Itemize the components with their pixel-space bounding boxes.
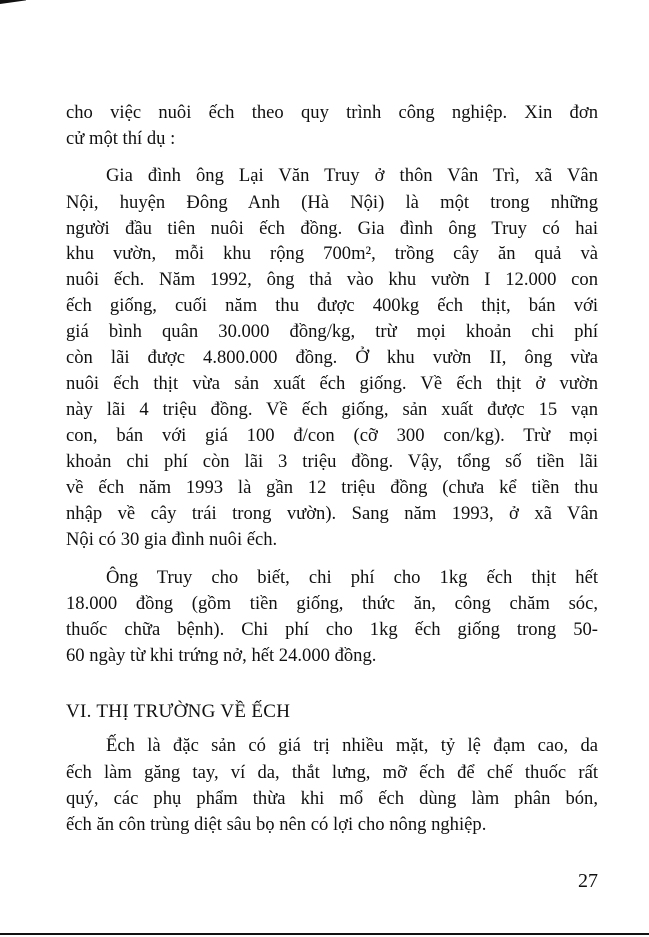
text-line: Ông Truy cho biết, chi phí cho 1kg ếch thịt hết bbox=[106, 567, 598, 588]
text-line: thuốc chữa bệnh). Chi phí cho 1kg ếch giống trong 50- bbox=[66, 619, 598, 640]
text-line: còn lãi được 4.800.000 đồng. Ở khu vườn II, ông vừa bbox=[66, 347, 598, 368]
text-line: con, bán với giá 100 đ/con (cỡ 300 con/kg). Trừ mọi bbox=[66, 425, 598, 446]
text-line: giá bình quân 30.000 đồng/kg, trừ mọi khoản chi phí bbox=[66, 321, 598, 342]
page-bottom-edge bbox=[0, 933, 649, 935]
text-line: 60 ngày từ khi trứng nở, hết 24.000 đồng. bbox=[66, 645, 377, 666]
text-line: nuôi ếch. Năm 1992, ông thả vào khu vườn I 12.000 con bbox=[66, 269, 598, 290]
text-line: Nội, huyện Đông Anh (Hà Nội) là một trong những bbox=[66, 192, 598, 213]
text-line: cho việc nuôi ếch theo quy trình công nghiệp. Xin đơn bbox=[66, 102, 598, 123]
text-line: nuôi ếch thịt vừa sản xuất ếch giống. Về ếch thịt ở vườn bbox=[66, 373, 598, 394]
text-line: Ếch là đặc sản có giá trị nhiều mặt, tỷ lệ đạm cao, da bbox=[106, 735, 598, 756]
text-line: Nội có 30 gia đình nuôi ếch. bbox=[66, 529, 278, 550]
text-line: ếch làm găng tay, ví da, thắt lưng, mỡ ếch để chế thuốc rất bbox=[66, 762, 598, 783]
text-line: ếch ăn côn trùng diệt sâu bọ nên có lợi cho nông nghiệp. bbox=[66, 814, 487, 835]
text-line: nhập về cây trái trong vườn). Sang năm 1993, ở xã Vân bbox=[66, 503, 598, 524]
text-line: Gia đình ông Lại Văn Truy ở thôn Vân Trì, xã Vân bbox=[106, 165, 598, 186]
text-line: khoản chi phí còn lãi 3 triệu đồng. Vậy, tổng số tiền lãi bbox=[66, 451, 598, 472]
section-heading: VI. THỊ TRƯỜNG VỀ ẾCH bbox=[66, 701, 291, 722]
text-line: người đầu tiên nuôi ếch đồng. Gia đình ông Truy có hai bbox=[66, 218, 598, 239]
text-line: 18.000 đồng (gồm tiền giống, thức ăn, công chăm sóc, bbox=[66, 593, 598, 614]
text-line: khu vườn, mỗi khu rộng 700m², trồng cây ăn quả và bbox=[66, 243, 598, 264]
text-line: quý, các phụ phẩm thừa khi mổ ếch dùng làm phân bón, bbox=[66, 788, 598, 809]
text-line: này lãi 4 triệu đồng. Về ếch giống, sản xuất được 15 vạn bbox=[66, 399, 598, 420]
text-line: cử một thí dụ : bbox=[66, 128, 176, 149]
text-line: về ếch năm 1993 là gần 12 triệu đồng (chưa kể tiền thu bbox=[66, 477, 598, 498]
page-number: 27 bbox=[578, 870, 598, 892]
text-line: ếch giống, cuối năm thu được 400kg ếch thịt, bán với bbox=[66, 295, 598, 316]
scan-corner-mark bbox=[0, 0, 26, 4]
